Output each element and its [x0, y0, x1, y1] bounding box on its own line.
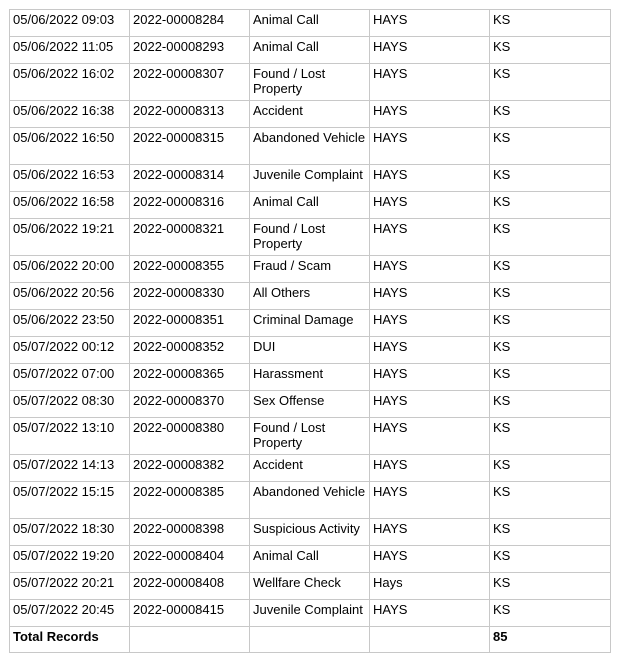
table-row — [10, 546, 611, 573]
cell-incident-number: 2022-00008385 — [130, 482, 250, 519]
cell-city: HAYS — [370, 600, 490, 627]
cell-state: KS — [490, 418, 611, 455]
cell-incident-type: Abandoned Vehicle — [250, 128, 370, 165]
table-row — [10, 128, 611, 165]
cell-incident-type: Found / Lost Property — [250, 64, 370, 101]
cell-state: KS — [490, 600, 611, 627]
table-row — [10, 600, 611, 627]
table-row — [10, 391, 611, 418]
cell-date: 05/06/2022 20:56 — [10, 283, 130, 310]
records-body — [10, 10, 611, 653]
cell-incident-type: Found / Lost Property — [250, 219, 370, 256]
cell-state: KS — [490, 165, 611, 192]
cell-incident-number: 2022-00008380 — [130, 418, 250, 455]
cell-city: HAYS — [370, 165, 490, 192]
cell-incident-number: 2022-00008351 — [130, 310, 250, 337]
cell-date: 05/06/2022 19:21 — [10, 219, 130, 256]
total-records-value: 85 — [490, 627, 611, 653]
table-row — [10, 310, 611, 337]
cell-state: KS — [490, 482, 611, 519]
cell-city: HAYS — [370, 546, 490, 573]
cell-state: KS — [490, 337, 611, 364]
cell-incident-number: 2022-00008330 — [130, 283, 250, 310]
cell-incident-type: DUI — [250, 337, 370, 364]
cell-date: 05/07/2022 14:13 — [10, 455, 130, 482]
cell-date: 05/06/2022 16:50 — [10, 128, 130, 165]
cell-city: HAYS — [370, 519, 490, 546]
cell-city: HAYS — [370, 192, 490, 219]
cell-incident-type: Animal Call — [250, 37, 370, 64]
cell-incident-number: 2022-00008316 — [130, 192, 250, 219]
table-row — [10, 219, 611, 256]
cell-state: KS — [490, 64, 611, 101]
cell-incident-number: 2022-00008365 — [130, 364, 250, 391]
cell-state: KS — [490, 573, 611, 600]
cell-city: HAYS — [370, 10, 490, 37]
cell-incident-number: 2022-00008355 — [130, 256, 250, 283]
cell-city: HAYS — [370, 101, 490, 128]
cell-date: 05/07/2022 00:12 — [10, 337, 130, 364]
table-row — [10, 192, 611, 219]
cell-date: 05/07/2022 13:10 — [10, 418, 130, 455]
cell-date: 05/07/2022 19:20 — [10, 546, 130, 573]
cell-incident-number: 2022-00008382 — [130, 455, 250, 482]
cell-city: HAYS — [370, 310, 490, 337]
cell-city: HAYS — [370, 364, 490, 391]
table-row — [10, 455, 611, 482]
cell-state: KS — [490, 455, 611, 482]
table-row — [10, 573, 611, 600]
cell-incident-type: Fraud / Scam — [250, 256, 370, 283]
cell-incident-type: Accident — [250, 455, 370, 482]
cell-state: KS — [490, 219, 611, 256]
cell-incident-type: Animal Call — [250, 10, 370, 37]
cell-state: KS — [490, 546, 611, 573]
cell-city: HAYS — [370, 418, 490, 455]
cell-incident-type: All Others — [250, 283, 370, 310]
cell-date: 05/06/2022 16:53 — [10, 165, 130, 192]
table-row — [10, 482, 611, 519]
cell-date: 05/06/2022 11:05 — [10, 37, 130, 64]
cell-incident-type: Suspicious Activity — [250, 519, 370, 546]
cell-city: HAYS — [370, 337, 490, 364]
cell-state: KS — [490, 283, 611, 310]
cell-date: 05/07/2022 07:00 — [10, 364, 130, 391]
cell-incident-number: 2022-00008398 — [130, 519, 250, 546]
table-row — [10, 337, 611, 364]
table-row — [10, 10, 611, 37]
table-row — [10, 418, 611, 455]
cell-city: HAYS — [370, 391, 490, 418]
table-row — [10, 64, 611, 101]
table-row — [10, 165, 611, 192]
cell-incident-type: Criminal Damage — [250, 310, 370, 337]
cell-incident-number: 2022-00008307 — [130, 64, 250, 101]
cell-city: HAYS — [370, 482, 490, 519]
cell-incident-number: 2022-00008314 — [130, 165, 250, 192]
cell-date: 05/06/2022 16:58 — [10, 192, 130, 219]
table-row — [10, 256, 611, 283]
cell-incident-number: 2022-00008370 — [130, 391, 250, 418]
cell-date: 05/06/2022 16:38 — [10, 101, 130, 128]
records-table — [9, 9, 611, 653]
cell-state: KS — [490, 391, 611, 418]
cell-state: KS — [490, 364, 611, 391]
cell-incident-number: 2022-00008352 — [130, 337, 250, 364]
cell-city: HAYS — [370, 256, 490, 283]
cell-incident-type: Abandoned Vehicle — [250, 482, 370, 519]
cell-state: KS — [490, 310, 611, 337]
cell-incident-number: 2022-00008415 — [130, 600, 250, 627]
cell-date: 05/07/2022 15:15 — [10, 482, 130, 519]
cell-incident-type: Animal Call — [250, 546, 370, 573]
cell-state: KS — [490, 192, 611, 219]
cell-incident-number: 2022-00008293 — [130, 37, 250, 64]
cell-state: KS — [490, 128, 611, 165]
cell-date: 05/07/2022 20:45 — [10, 600, 130, 627]
cell-incident-type: Sex Offense — [250, 391, 370, 418]
cell-state: KS — [490, 101, 611, 128]
cell-state: KS — [490, 519, 611, 546]
total-records-label: Total Records — [10, 627, 130, 653]
cell-date: 05/07/2022 20:21 — [10, 573, 130, 600]
cell-incident-type: Juvenile Complaint — [250, 165, 370, 192]
cell-state: KS — [490, 10, 611, 37]
cell-date: 05/07/2022 18:30 — [10, 519, 130, 546]
cell-city: HAYS — [370, 64, 490, 101]
cell-date: 05/06/2022 23:50 — [10, 310, 130, 337]
cell-state: KS — [490, 37, 611, 64]
cell-incident-number: 2022-00008321 — [130, 219, 250, 256]
cell-incident-type: Juvenile Complaint — [250, 600, 370, 627]
cell-incident-type: Harassment — [250, 364, 370, 391]
cell-incident-number: 2022-00008313 — [130, 101, 250, 128]
cell-date: 05/06/2022 16:02 — [10, 64, 130, 101]
table-row — [10, 519, 611, 546]
cell-city: HAYS — [370, 128, 490, 165]
cell-date: 05/06/2022 20:00 — [10, 256, 130, 283]
cell-incident-number: 2022-00008404 — [130, 546, 250, 573]
table-row — [10, 37, 611, 64]
cell-incident-type: Animal Call — [250, 192, 370, 219]
cell-city: HAYS — [370, 219, 490, 256]
cell-incident-type: Found / Lost Property — [250, 418, 370, 455]
table-row — [10, 101, 611, 128]
cell-date: 05/06/2022 09:03 — [10, 10, 130, 37]
cell-incident-number: 2022-00008408 — [130, 573, 250, 600]
cell-date: 05/07/2022 08:30 — [10, 391, 130, 418]
cell-incident-number: 2022-00008284 — [130, 10, 250, 37]
cell-incident-number: 2022-00008315 — [130, 128, 250, 165]
table-row — [10, 364, 611, 391]
cell-incident-type: Wellfare Check — [250, 573, 370, 600]
table-row — [10, 283, 611, 310]
cell-state: KS — [490, 256, 611, 283]
cell-city: HAYS — [370, 455, 490, 482]
cell-city: HAYS — [370, 283, 490, 310]
cell-city: HAYS — [370, 37, 490, 64]
cell-incident-type: Accident — [250, 101, 370, 128]
cell-city: Hays — [370, 573, 490, 600]
